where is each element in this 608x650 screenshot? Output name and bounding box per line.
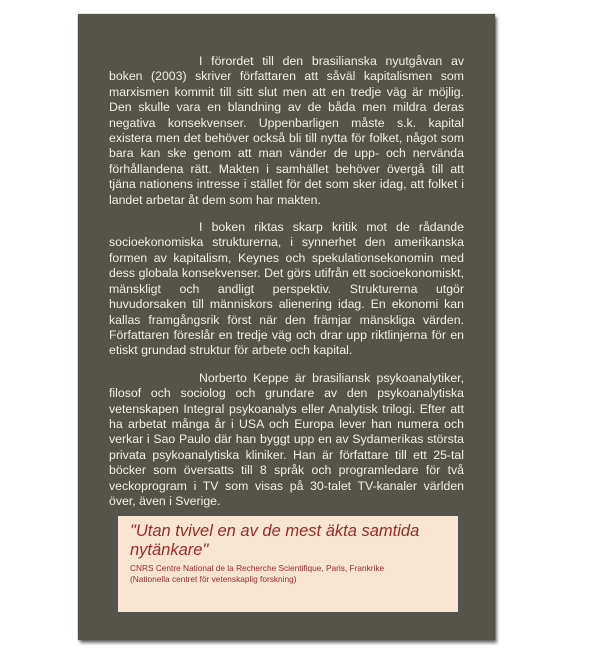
quote-source <box>130 563 448 584</box>
book-back-cover <box>78 14 495 640</box>
paragraph-foreword: I förordet till den brasilianska nyutgåvan av boken (2003) skriver författaren att såväl kapitalismen som marxismen kommit till sitt slut men att en tredje väg är möjlig. Den skulle vara en blandning av de båda men mildra deras negativa konsekvenser. Uppenbarligen måste s.k. kapital existera men det behöver också bli till nytta för folket, något som bara kan ske genom att man vänder de upp- och nervända förhållandena rätt. Makten i samhället behöver övergå till att tjäna nationens intresse i stället för det som sker idag, att folket i landet arbetar åt dem som har makten. <box>109 54 464 207</box>
quote-box <box>118 516 458 612</box>
quote-source-line1: CNRS Centre National de la Recherche Scientifique, Paris, Frankrike <box>130 563 385 573</box>
quote-text: "Utan tvivel en av de mest äkta samtida nytänkare" <box>130 522 420 559</box>
paragraph-critique: I boken riktas skarp kritik mot de rådande socioekonomiska strukturerna, i synnerhet den amerikanska formen av kapitalism, Keynes och spekulationsekonomin med dess globala konsekvenser. Det görs utifrån ett socioekonomiskt, mänskligt och andligt perspektiv. Strukturerna utgör huvudorsaken till människors alienering idag. En ekonomi kan kallas framgångsrik först när den främjar mänskliga värden. Författaren föreslår en tredje väg och drar upp riktlinjerna för en etiskt grundad struktur för arbete och kapital. <box>109 220 464 358</box>
quote-source-line2: (Nationella centret för vetenskaplig forskning) <box>130 573 297 584</box>
body-text <box>109 54 464 521</box>
paragraph-author-bio: Norberto Keppe är brasiliansk psykoanalytiker, filosof och sociolog och grundare av den psykoanalytiska vetenskapen Integral psykoanalys eller Analytisk trilogi. Efter att ha arbetat många år i USA och Europa lever han numera och verkar i Sao Paulo där han byggt upp en av Sydamerikas största privata psykoanalytiska kliniker. Han är författare till ett 25-tal böcker som översatts till 8 språk och programledare för två veckoprogram i TV som visas på 30-talet TV-kanaler världen över, även i Sverige. <box>109 370 464 508</box>
